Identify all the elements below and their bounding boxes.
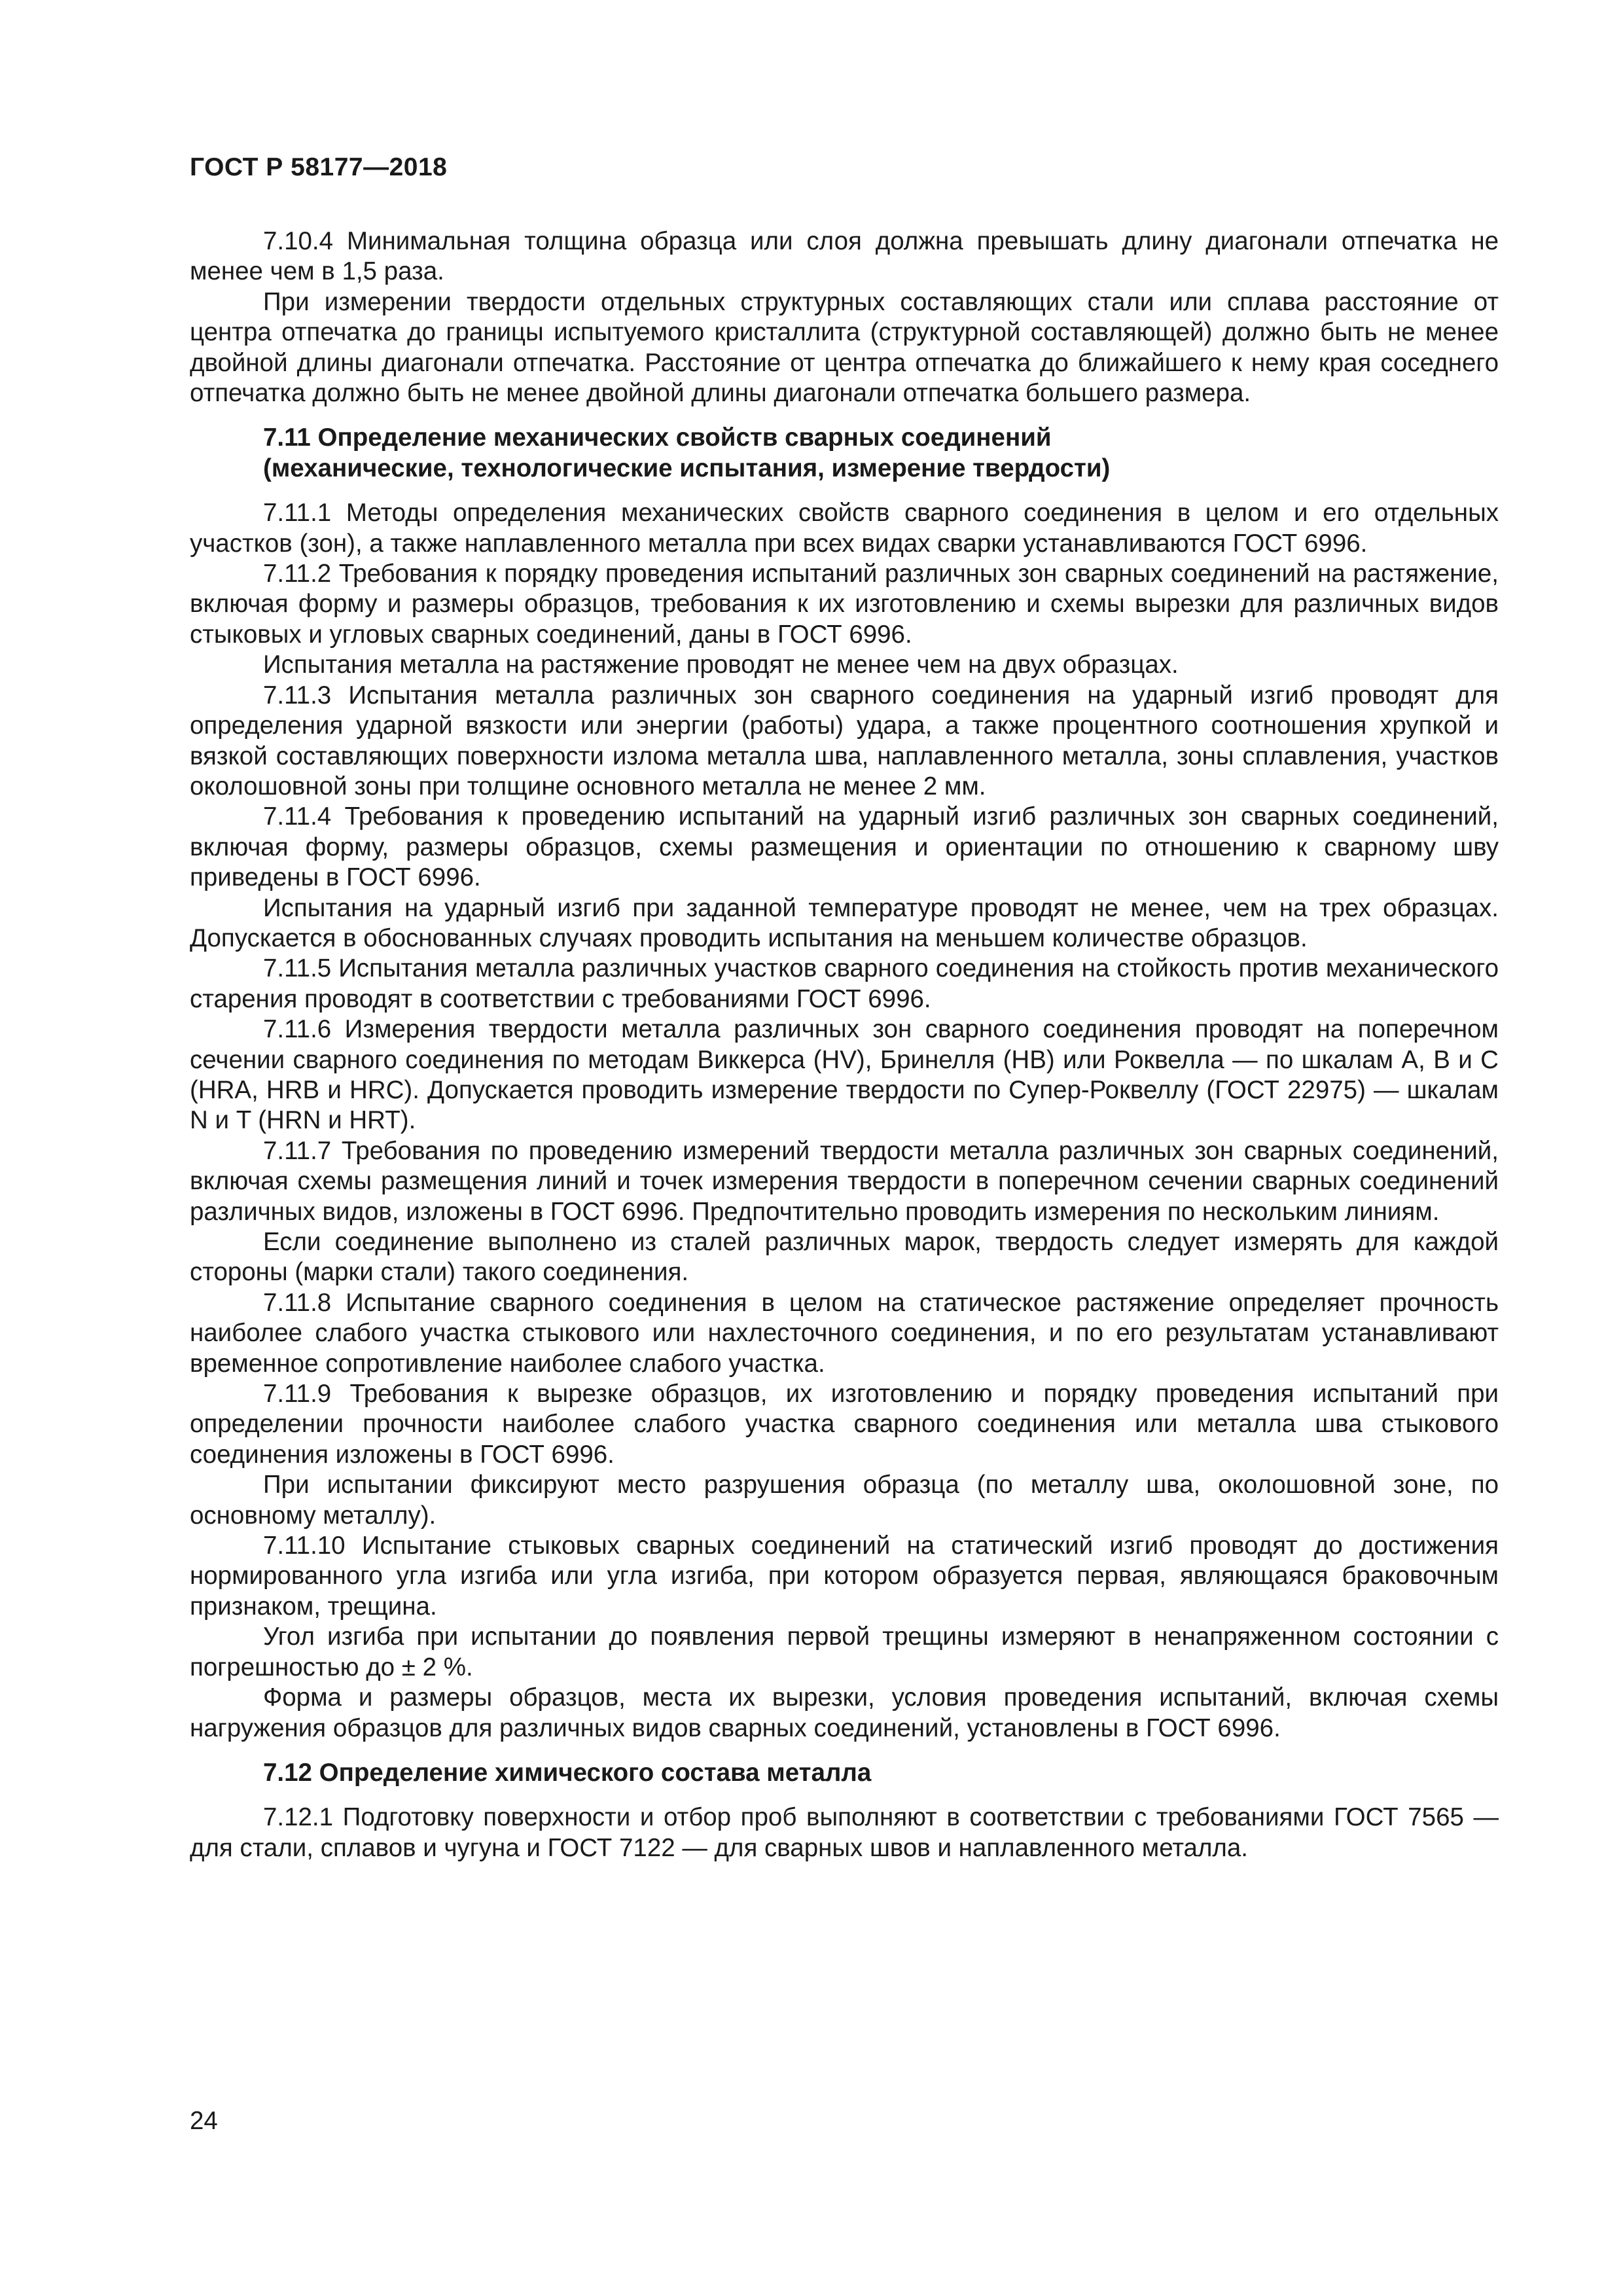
paragraph-7-11-6: 7.11.6 Измерения твердости металла различных зон сварного соединения проводят на поперечном сечении сварного соединения по методам Виккерса (HV), Бринелля (HB) или Роквелла — по шкалам А, В и С (HRA, HRB и HRC). Допускается проводить измерение твердости по Супер-Роквеллу (ГОСТ 22975) — шкалам N и T (HRN и HRT). — [190, 1015, 1499, 1135]
paragraph-7-10-4-continued: При измерении твердости отдельных структурных составляющих стали или сплава расстояние от центра отпечатка до границы испытуемого кристаллита (структурной составляющей) должно быть не менее двойной длины диагонали отпечатка. Расстояние от центра отпечатка до ближайшего к нему края соседнего отпечатка должно быть не менее двойной длины диагонали отпечатка большего размера. — [190, 287, 1499, 408]
paragraph-7-11-4: 7.11.4 Требования к проведению испытаний на ударный изгиб различных зон сварных соединений, включая форму, размеры образцов, схемы размещения и ориентации по отношению к сварному шву приведены в ГОСТ 6996. — [190, 802, 1499, 892]
paragraph-7-11-2-continued: Испытания металла на растяжение проводят не менее чем на двух образцах. — [263, 651, 1179, 679]
page-number: 24 — [190, 2107, 218, 2135]
section-heading-7-11-line1: 7.11 Определение механических свойств сварных соединений — [263, 423, 1052, 452]
paragraph-7-11-5: 7.11.5 Испытания металла различных участков сварного соединения на стойкость против механического старения проводят в соответствии с требованиями ГОСТ 6996. — [190, 954, 1499, 1013]
paragraph-7-11-8: 7.11.8 Испытание сварного соединения в целом на статическое растяжение определяет прочность наиболее слабого участка стыкового или нахлесточного соединения, и по его результатам устанавливают временное сопротивление наиболее слабого участка. — [190, 1288, 1499, 1378]
section-heading-7-11-line2: (механические, технологические испытания, измерение твердости) — [263, 454, 1111, 482]
paragraph-7-11-10-continued-2: Форма и размеры образцов, места их вырезки, условия проведения испытаний, включая схемы нагружения образцов для различных видов сварных соединений, установлены в ГОСТ 6996. — [190, 1683, 1499, 1742]
paragraph-7-11-1: 7.11.1 Методы определения механических свойств сварного соединения в целом и его отдельных участков (зон), а также наплавленного металла при всех видах сварки устанавливаются ГОСТ 6996. — [190, 499, 1499, 558]
paragraph-7-10-4: 7.10.4 Минимальная толщина образца или слоя должна превышать длину диагонали отпечатка не менее чем в 1,5 раза. — [190, 227, 1499, 286]
paragraph-7-11-10: 7.11.10 Испытание стыковых сварных соединений на статический изгиб проводят до достижения нормированного угла изгиба или угла изгиба, при котором образуется первая, являющаяся браковочным признаком, трещина. — [190, 1532, 1499, 1621]
paragraph-7-11-3: 7.11.3 Испытания металла различных зон сварного соединения на ударный изгиб проводят для определения ударной вязкости или энергии (работы) удара, а также процентного соотношения хрупкой и вязкой составляющих поверхности излома металла шва, наплавленного металла, зоны сплавления, участков околошовной зоны при толщине основного металла не менее 2 мм. — [190, 681, 1499, 800]
section-heading-7-11 — [190, 423, 1499, 484]
section-heading-7-12: 7.12 Определение химического состава металла — [263, 1758, 872, 1787]
paragraph-7-11-9-continued: При испытании фиксируют место разрушения образца (по металлу шва, околошовной зоне, по основному металлу). — [190, 1471, 1499, 1530]
document-page — [190, 0, 1499, 2296]
document-body — [190, 226, 1499, 1863]
paragraph-7-11-7-continued: Если соединение выполнено из сталей различных марок, твердость следует измерять для каждой стороны (марки стали) такого соединения. — [190, 1228, 1499, 1287]
document-code-header: ГОСТ Р 58177—2018 — [190, 153, 448, 181]
paragraph-7-11-2: 7.11.2 Требования к порядку проведения испытаний различных зон сварных соединений на растяжение, включая форму и размеры образцов, требования к их изготовлению и схемы вырезки для различных видов стыковых и угловых сварных соединений, даны в ГОСТ 6996. — [190, 560, 1499, 649]
paragraph-7-12-1: 7.12.1 Подготовку поверхности и отбор проб выполняют в соответствии с требованиями ГОСТ 7565 — для стали, сплавов и чугуна и ГОСТ 7122 — для сварных швов и наплавленного металла. — [190, 1803, 1499, 1862]
paragraph-7-11-10-continued: Угол изгиба при испытании до появления первой трещины измеряют в ненапряженном состоянии с погрешностью до ± 2 %. — [190, 1623, 1499, 1681]
paragraph-7-11-4-continued: Испытания на ударный изгиб при заданной температуре проводят не менее, чем на трех образцах. Допускается в обоснованных случаях проводить испытания на меньшем количестве образцов. — [190, 893, 1499, 952]
paragraph-7-11-9: 7.11.9 Требования к вырезке образцов, их изготовлению и порядку проведения испытаний при определении прочности наиболее слабого участка сварного соединения или металла шва стыкового соединения изложены в ГОСТ 6996. — [190, 1380, 1499, 1469]
paragraph-7-11-7: 7.11.7 Требования по проведению измерений твердости металла различных зон сварных соединений, включая схемы размещения линий и точек измерения твердости в поперечном сечении сварных соединений различных видов, изложены в ГОСТ 6996. Предпочтительно проводить измерения по нескольким линиям. — [190, 1136, 1499, 1226]
